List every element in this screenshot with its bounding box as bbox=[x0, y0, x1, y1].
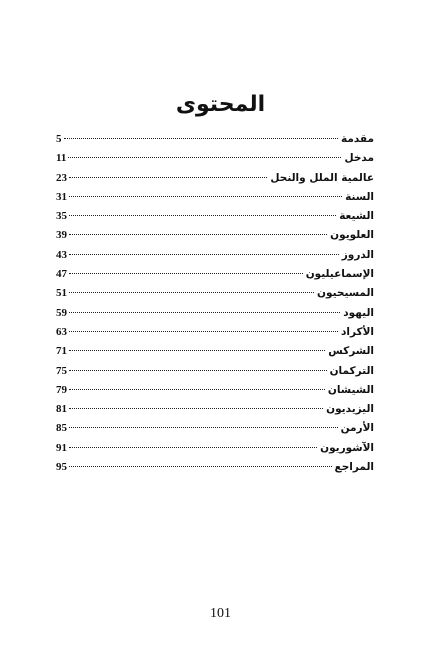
toc-entry bbox=[56, 149, 374, 168]
toc-entry-page: 23 bbox=[56, 171, 67, 184]
toc-entry-page: 39 bbox=[56, 229, 67, 242]
toc-entry bbox=[56, 130, 374, 149]
toc-entry-title: التركمان bbox=[329, 364, 374, 377]
toc-entry-title: الشيعة bbox=[339, 210, 374, 223]
toc-entry bbox=[56, 362, 374, 381]
dot-leader bbox=[69, 177, 267, 178]
page-number: 101 bbox=[210, 606, 231, 621]
toc-entry-title: مدخل bbox=[344, 152, 374, 165]
dot-leader bbox=[69, 447, 317, 448]
table-of-contents bbox=[56, 130, 374, 477]
toc-entry bbox=[56, 284, 374, 303]
toc-entry-page: 63 bbox=[56, 325, 67, 338]
toc-entry bbox=[56, 381, 374, 400]
toc-entry-page: 95 bbox=[56, 461, 67, 474]
page-title: المحتوى bbox=[175, 92, 266, 117]
dot-leader bbox=[69, 254, 339, 255]
toc-entry-page: 43 bbox=[56, 248, 67, 261]
toc-entry bbox=[56, 342, 374, 361]
toc-entry bbox=[56, 226, 374, 245]
toc-entry-title: مقدمة bbox=[341, 133, 374, 145]
dot-leader bbox=[69, 427, 338, 428]
toc-entry-title: المراجع bbox=[334, 461, 374, 474]
dot-leader bbox=[69, 370, 327, 371]
dot-leader bbox=[64, 138, 339, 139]
toc-entry bbox=[56, 169, 374, 188]
dot-leader bbox=[69, 466, 332, 467]
dot-leader bbox=[69, 273, 303, 274]
toc-entry bbox=[56, 323, 374, 342]
toc-entry-title: العلويون bbox=[330, 229, 374, 242]
toc-entry-page: 35 bbox=[56, 210, 67, 223]
toc-entry-page: 71 bbox=[56, 345, 67, 358]
dot-leader bbox=[69, 389, 325, 390]
toc-entry bbox=[56, 188, 374, 207]
toc-entry-title: الآشوريون bbox=[320, 441, 374, 454]
dot-leader bbox=[68, 157, 341, 158]
toc-entry bbox=[56, 304, 374, 323]
toc-entry-title: الأرمن bbox=[340, 422, 374, 435]
toc-entry-title: الأكراد bbox=[340, 325, 374, 338]
toc-entry-page: 85 bbox=[56, 422, 67, 435]
toc-entry-title: اليزيديون bbox=[326, 403, 374, 416]
toc-entry-title: الدروز bbox=[341, 248, 374, 261]
dot-leader bbox=[69, 234, 327, 235]
toc-entry bbox=[56, 439, 374, 458]
dot-leader bbox=[69, 292, 314, 293]
toc-entry-title: الإسماعيليون bbox=[305, 268, 374, 281]
toc-entry-title: المسيحيون bbox=[317, 287, 374, 300]
toc-entry-page: 81 bbox=[56, 403, 67, 416]
toc-entry-title: الشيشان bbox=[327, 383, 374, 396]
toc-entry-page: 91 bbox=[56, 441, 67, 454]
toc-entry-page: 5 bbox=[56, 133, 62, 145]
toc-entry-page: 59 bbox=[56, 306, 67, 319]
toc-entry-title: عالمية الملل والنحل bbox=[270, 171, 374, 184]
toc-entry bbox=[56, 207, 374, 226]
dot-leader bbox=[69, 312, 340, 313]
toc-entry-title: الشركس bbox=[328, 345, 374, 358]
toc-entry-page: 51 bbox=[56, 287, 67, 300]
toc-entry bbox=[56, 400, 374, 419]
toc-entry bbox=[56, 265, 374, 284]
toc-entry-page: 31 bbox=[56, 190, 67, 203]
dot-leader bbox=[69, 408, 323, 409]
toc-entry-page: 47 bbox=[56, 268, 67, 281]
toc-entry-page: 11 bbox=[56, 152, 67, 165]
dot-leader bbox=[69, 196, 342, 197]
toc-entry-title: السنة bbox=[345, 190, 374, 203]
toc-entry bbox=[56, 419, 374, 438]
dot-leader bbox=[69, 331, 338, 332]
dot-leader bbox=[69, 215, 336, 216]
toc-entry-page: 79 bbox=[56, 383, 67, 396]
dot-leader bbox=[69, 350, 325, 351]
toc-entry bbox=[56, 458, 374, 477]
toc-entry-page: 75 bbox=[56, 364, 67, 377]
toc-entry-title: اليهود bbox=[343, 306, 374, 319]
toc-entry bbox=[56, 246, 374, 265]
